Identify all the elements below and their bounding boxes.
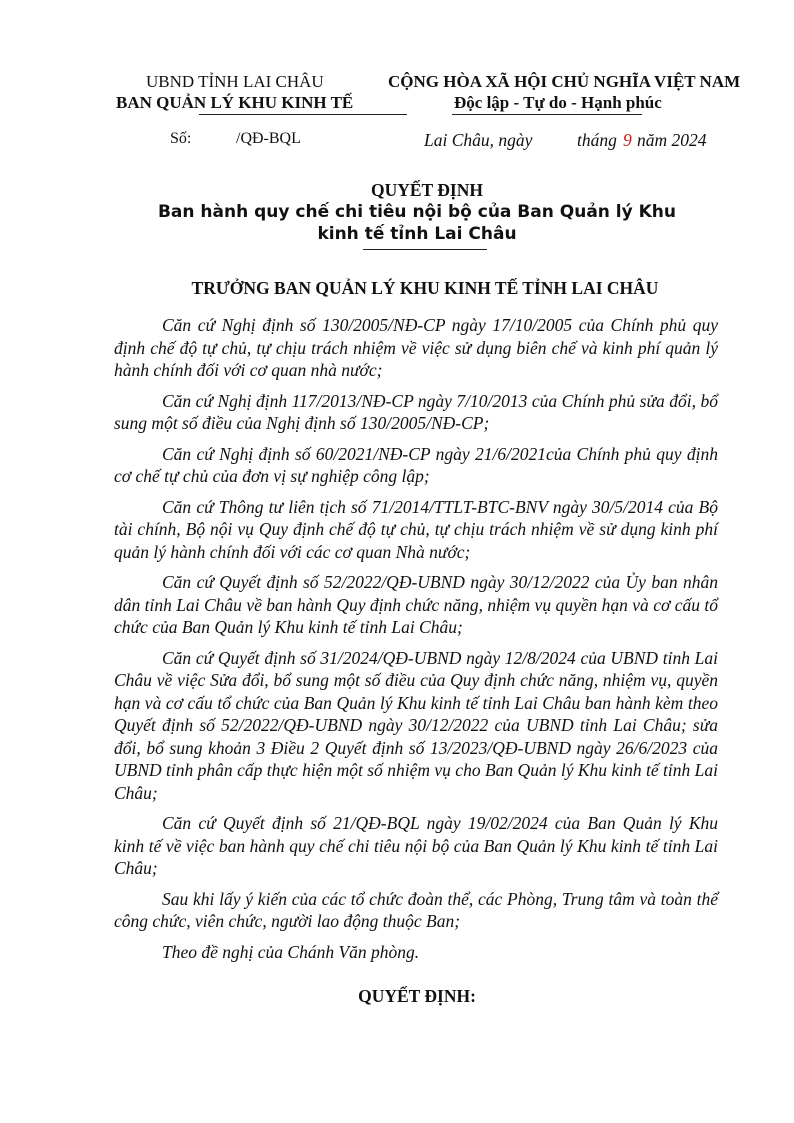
document-subject-line-1: Ban hành quy chế chi tiêu nội bộ của Ban Quản lý Khu	[157, 202, 677, 222]
preamble-paragraph: Sau khi lấy ý kiến của các tổ chức đoàn thể, các Phòng, Trung tâm và toàn thể công chức, viên chức, người lao động thuộc Ban;	[114, 888, 718, 931]
document-number-label: Số:	[170, 130, 192, 147]
preamble-paragraph: Căn cứ Quyết định số 21/QĐ-BQL ngày 19/02/2024 của Ban Quản lý Khu kinh tế về việc ban hành quy chế chi tiêu nội bộ của Ban Quản lý Khu kinh tế tỉnh Lai Châu;	[114, 813, 718, 878]
document-subject-line-2: kinh tế tỉnh Lai Châu	[317, 224, 517, 244]
preamble-paragraph: Căn cứ Nghị định 117/2013/NĐ-CP ngày 7/10/2013 của Chính phủ sửa đổi, bổ sung một số điều của Nghị định số 130/2005/NĐ-CP;	[114, 390, 718, 433]
date-place: Lai Châu, ngày	[424, 130, 533, 150]
preamble-paragraph: Căn cứ Nghị định số 60/2021/NĐ-CP ngày 21/6/2021của Chính phủ quy định cơ chế tự chủ của đơn vị sự nghiệp công lập;	[114, 443, 718, 486]
date-year: năm 2024	[637, 130, 707, 150]
agency-parent: UBND TỈNH LAI CHÂU	[146, 72, 324, 91]
preamble-paragraph: Căn cứ Quyết định số 52/2022/QĐ-UBND ngày 30/12/2022 của Ủy ban nhân dân tỉnh Lai Châu về ban hành Quy định chức năng, nhiệm vụ quyền hạn và cơ cấu tổ chức của Ban Quản lý Khu kinh tế tỉnh Lai Châu;	[114, 572, 718, 637]
preamble-paragraph: Căn cứ Thông tư liên tịch số 71/2014/TTLT-BTC-BNV ngày 30/5/2014 của Bộ tài chính, Bộ nội vụ Quy định chế độ tự chủ, tự chịu trách nhiệm về sử dụng kinh phí quản lý hành chính đối với các cơ quan Nhà nước;	[114, 496, 718, 562]
agency-underline	[199, 114, 407, 115]
date-month-label: tháng	[577, 130, 617, 150]
document-type: QUYẾT ĐỊNH	[371, 180, 483, 200]
date-month: 9	[623, 130, 632, 150]
country-name: CỘNG HÒA XÃ HỘI CHỦ NGHĨA VIỆT NAM	[388, 72, 741, 91]
preamble-paragraph: Căn cứ Quyết định số 31/2024/QĐ-UBND ngày 12/8/2024 của UBND tỉnh Lai Châu về việc Sửa đổi, bổ sung một số điều của Quy định chức năng, nhiệm vụ, quyền hạn và cơ cấu tổ chức của Ban Quản lý Khu kinh tế tỉnh Lai Châu ban hành kèm theo Quyết định số 52/2022/QĐ-UBND ngày 30/12/2022 của UBND tỉnh Lai Châu; sửa đổi, bổ sung khoản 3 Điều 2 Quyết định số 13/2023/QĐ-UBND ngày 26/6/2023 của UBND tỉnh phân cấp thực hiện một số nhiệm vụ cho Ban Quản lý Khu kinh tế tỉnh Lai Châu;	[114, 647, 718, 803]
preamble-paragraph: Theo đề nghị của Chánh Văn phòng.	[162, 941, 420, 962]
document-number-suffix: /QĐ-BQL	[236, 130, 301, 147]
national-motto: Độc lập - Tự do - Hạnh phúc	[454, 93, 662, 112]
motto-underline	[452, 114, 642, 115]
issuing-authority: TRƯỞNG BAN QUẢN LÝ KHU KINH TẾ TỈNH LAI CHÂU	[191, 278, 659, 298]
decision-heading: QUYẾT ĐỊNH:	[358, 986, 476, 1006]
title-underline	[363, 249, 487, 250]
agency-name: BAN QUẢN LÝ KHU KINH TẾ	[116, 93, 354, 112]
preamble	[114, 314, 718, 971]
preamble-paragraph: Căn cứ Nghị định số 130/2005/NĐ-CP ngày 17/10/2005 của Chính phủ quy định chế độ tự chủ, tự chịu trách nhiệm về việc sử dụng biên chế và kinh phí quản lý hành chính đối với cơ quan nhà nước;	[114, 315, 718, 380]
